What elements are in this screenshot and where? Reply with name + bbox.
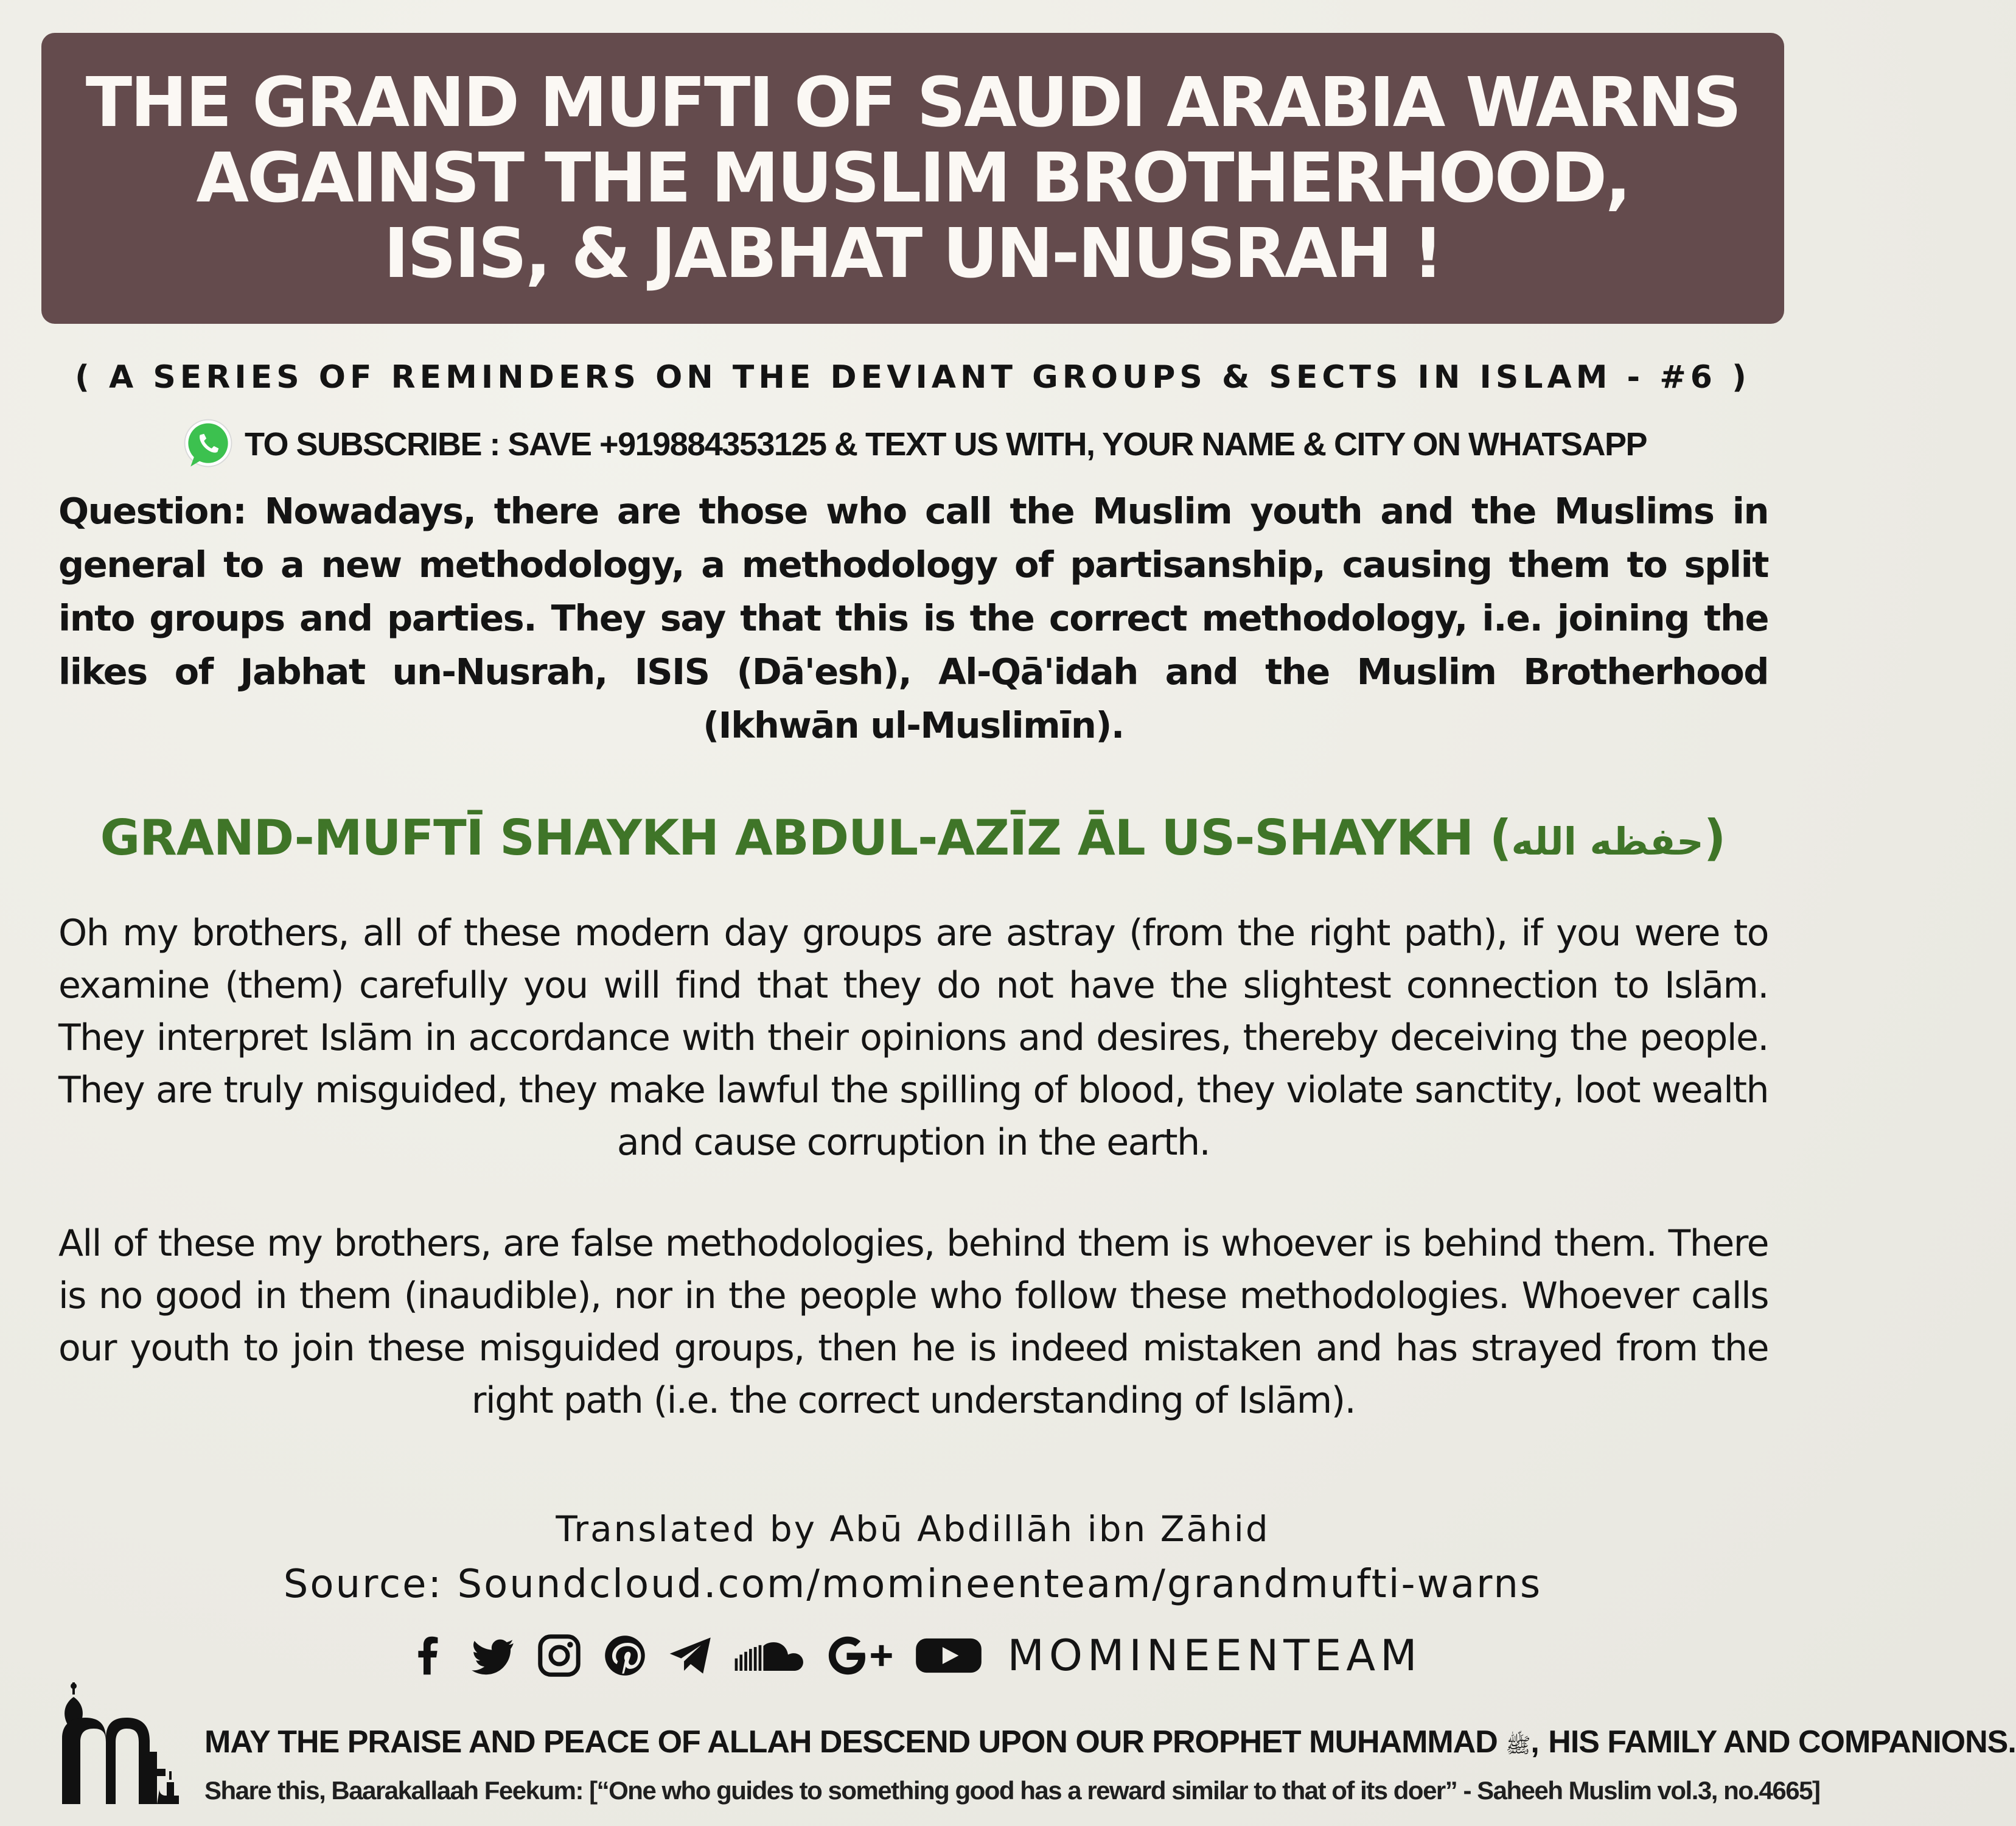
question-text: Question: Nowadays, there are those who call the Muslim youth and the Muslims in general to a new methodology, a methodology of partisanship, causing them to split into groups and parties. They say that this is the correct methodology, i.e. joining the likes of Jabhat un-Nusrah, ISIS (Dā'esh), Al-Qā'idah and the Muslim Brotherhood (Ikhwān ul-Muslimīn). <box>58 490 1768 746</box>
pbuh-symbol: ﷺ <box>1505 1734 1531 1757</box>
title-banner <box>41 33 1784 324</box>
share-line: Share this, Baarakallaah Feekum: [“One who guides to something good has a reward similar to that of its doer” - Saheeh Muslim vol.3, no.4665] <box>204 1776 1820 1805</box>
blessing-line <box>204 1724 2016 1763</box>
social-row <box>0 1625 1826 1686</box>
subscribe-row <box>0 420 1826 469</box>
speaker-honorific: حفظه الله <box>1511 819 1704 864</box>
pinterest-icon[interactable] <box>601 1632 649 1679</box>
source-link[interactable]: Source: Soundcloud.com/momineenteam/grandmufti-warns <box>283 1562 1543 1607</box>
series-subtitle: ( A SERIES OF REMINDERS ON THE DEVIANT GROUPS & SECTS IN ISLAM - #6 ) <box>75 359 1751 396</box>
answer-paragraph-2: All of these my brothers, are false methodologies, behind them is whoever is behind them. There is no good in them (inaudible), nor in the people who follow these methodologies. Whoever calls our youth to join these misguided groups, then he is indeed mistaken and has strayed from the right path (i.e. the correct understanding of Islām). <box>58 1222 1768 1422</box>
blessing-text: MAY THE PRAISE AND PEACE OF ALLAH DESCEND UPON OUR PROPHET MUHAMMAD <box>204 1724 1498 1760</box>
momineen-team-logo <box>51 1680 185 1814</box>
whatsapp-icon <box>179 415 237 474</box>
telegram-icon[interactable] <box>667 1632 714 1679</box>
blessing-tail: , HIS FAMILY AND COMPANIONS. <box>1530 1724 2016 1760</box>
google-plus-icon[interactable] <box>823 1632 895 1679</box>
social-handle[interactable]: MOMINEENTEAM <box>1007 1631 1422 1681</box>
speaker-heading <box>0 810 1826 866</box>
translator-credit: Translated by Abū Abdillāh ibn Zāhid <box>556 1508 1270 1550</box>
answer-paragraph-1: Oh my brothers, all of these modern day groups are astray (from the right path), if you were to examine (them) carefully you will find that they do not have the slightest connection to Islām. They interpret Islām in accordance with their opinions and desires, thereby deceiving the people. They are truly misguided, they make lawful the spilling of blood, they violate sanctity, loot wealth and cause corruption in the earth. <box>58 912 1768 1164</box>
speaker-name: GRAND-MUFTĪ SHAYKH ABDUL-AZĪZ ĀL US-SHAYKH <box>100 810 1474 866</box>
facebook-icon[interactable] <box>404 1632 452 1679</box>
youtube-icon[interactable] <box>913 1632 985 1679</box>
twitter-icon[interactable] <box>470 1632 517 1679</box>
speaker-honorific-open: ( <box>1489 810 1512 866</box>
title-line-1: THE GRAND MUFTI OF SAUDI ARABIA WARNS <box>85 63 1740 142</box>
title-line-2: AGAINST THE MUSLIM BROTHERHOOD, <box>196 139 1630 218</box>
subscribe-text: TO SUBSCRIBE : SAVE +919884353125 & TEXT US WITH, YOUR NAME & CITY ON WHATSAPP <box>244 426 1647 463</box>
speaker-honorific-close: ) <box>1703 810 1726 866</box>
title-line-3: ISIS, & JABHAT UN-NUSRAH ! <box>383 214 1442 293</box>
soundcloud-icon[interactable] <box>733 1632 804 1679</box>
instagram-icon[interactable] <box>535 1632 583 1679</box>
